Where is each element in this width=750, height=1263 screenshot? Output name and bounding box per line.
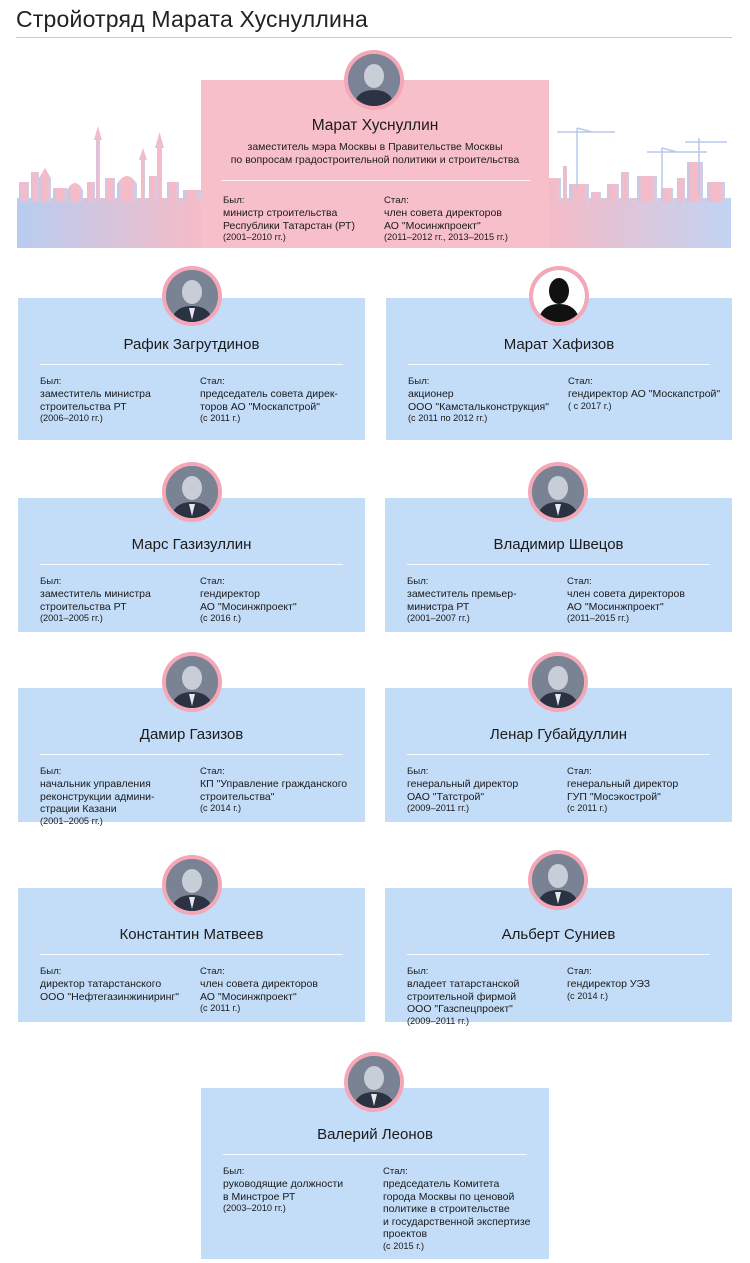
now-text: гендиректор АО "Мосинжпроект" <box>200 588 297 613</box>
was-years: (2001–2010 гг.) <box>223 232 286 242</box>
was-label: Был: <box>40 576 62 587</box>
now-label: Стал: <box>200 376 225 387</box>
now-years: (с 2016 г.) <box>200 613 242 623</box>
was-text: акционер ООО "Камстальконструкция" <box>408 388 549 413</box>
was-text: заместитель министра строительства РТ <box>40 588 151 613</box>
was-text: министр строительства Республики Татарстан (РТ) <box>223 207 355 232</box>
card-divider <box>223 1154 527 1155</box>
now-label: Стал: <box>383 1166 408 1177</box>
card-divider <box>222 180 530 181</box>
person-card <box>201 1088 549 1259</box>
now-column <box>200 966 361 1014</box>
was-years: (2009–2011 гг.) <box>407 803 470 813</box>
now-text: член совета директоров АО "Мосинжпроект" <box>567 588 685 613</box>
avatar <box>162 462 222 522</box>
portrait-photo <box>532 466 584 518</box>
now-column <box>200 576 361 624</box>
role-line: заместитель мэра Москвы в Правительстве Москвы <box>247 141 503 153</box>
was-label: Был: <box>407 766 429 777</box>
silhouette-placeholder-icon <box>533 270 585 322</box>
card-divider <box>408 364 710 365</box>
person-name: Рафик Загрутдинов <box>123 336 260 353</box>
now-column <box>200 766 361 814</box>
was-column <box>223 195 383 243</box>
avatar <box>528 850 588 910</box>
card-divider <box>407 954 710 955</box>
now-label: Стал: <box>200 766 225 777</box>
person-name: Марат Хуснуллин <box>311 117 439 134</box>
now-column <box>567 766 728 814</box>
portrait-photo <box>532 854 584 906</box>
person-name: Дамир Газизов <box>139 726 244 743</box>
now-text: член совета директоров АО "Мосинжпроект" <box>200 978 318 1003</box>
was-column <box>40 376 198 424</box>
was-column <box>407 576 565 624</box>
card-divider <box>40 954 343 955</box>
person-name: Константин Матвеев <box>119 926 264 943</box>
was-label: Был: <box>407 966 429 977</box>
person-name: Марс Газизуллин <box>131 536 252 553</box>
avatar <box>344 50 404 110</box>
was-years: (с 2011 по 2012 гг.) <box>408 413 488 423</box>
was-column <box>40 576 198 624</box>
portrait-photo <box>166 656 218 708</box>
now-column <box>567 576 728 624</box>
person-role <box>201 141 549 167</box>
was-label: Был: <box>40 766 62 777</box>
now-text: председатель совета дирек- торов АО "Москапстрой" <box>200 388 338 413</box>
was-label: Был: <box>223 1166 245 1177</box>
now-years: ( с 2017 г.) <box>568 400 612 411</box>
was-years: (2009–2011 гг.) <box>407 1015 470 1026</box>
card-divider <box>40 754 343 755</box>
now-years: (с 2011 г.) <box>200 413 241 423</box>
portrait-photo <box>348 54 400 106</box>
now-label: Стал: <box>568 376 593 387</box>
was-label: Был: <box>40 966 62 977</box>
was-column <box>408 376 566 424</box>
avatar <box>344 1052 404 1112</box>
now-years: (с 2014 г.) <box>567 990 609 1001</box>
was-years: (2001–2005 гг.) <box>40 815 103 826</box>
person-name: Валерий Леонов <box>317 1126 433 1143</box>
portrait-photo <box>166 270 218 322</box>
person-name: Марат Хафизов <box>503 336 615 353</box>
card-divider <box>407 564 710 565</box>
was-label: Был: <box>40 376 62 387</box>
was-label: Был: <box>407 576 429 587</box>
now-text: КП "Управление гражданского строительства" <box>200 778 348 803</box>
now-column <box>568 376 728 412</box>
now-column <box>383 1166 545 1252</box>
avatar <box>528 462 588 522</box>
role-line: по вопросам градостроительной политики и строительства <box>230 154 520 166</box>
now-label: Стал: <box>567 766 592 777</box>
was-text: начальник управления реконструкции админи- страции Казани <box>40 778 155 815</box>
avatar <box>162 855 222 915</box>
now-column <box>384 195 546 243</box>
was-text: руководящие должности в Минстрое РТ <box>223 1178 344 1203</box>
portrait-photo <box>166 466 218 518</box>
now-label: Стал: <box>200 966 225 977</box>
page-title: Стройотряд Марата Хуснуллина <box>16 6 368 32</box>
now-label: Стал: <box>567 966 592 977</box>
was-column <box>40 966 198 1003</box>
now-label: Стал: <box>567 576 592 587</box>
now-years: (2011–2015 гг.) <box>567 613 630 623</box>
was-text: заместитель премьер- министра РТ <box>407 588 517 613</box>
title-divider <box>16 37 732 38</box>
card-divider <box>407 754 710 755</box>
was-column <box>407 766 565 814</box>
card-divider <box>40 564 343 565</box>
was-label: Был: <box>223 195 245 206</box>
now-text: гендиректор АО "Москапстрой" <box>568 388 721 400</box>
person-name: Ленар Губайдуллин <box>489 726 628 743</box>
now-years: (с 2011 г.) <box>200 1003 241 1013</box>
now-years: (2011–2012 гг., 2013–2015 гг.) <box>384 232 508 242</box>
was-years: (2001–2005 гг.) <box>40 613 103 623</box>
was-column <box>223 1166 381 1214</box>
was-years: (2003–2010 гг.) <box>223 1203 286 1213</box>
avatar <box>162 652 222 712</box>
card-divider <box>40 364 343 365</box>
portrait-photo <box>348 1056 400 1108</box>
was-column <box>40 766 198 827</box>
was-text: заместитель министра строительства РТ <box>40 388 151 413</box>
avatar <box>162 266 222 326</box>
was-text: владеет татарстанской строительной фирмой ООО "Газспецпроект" <box>407 978 520 1015</box>
portrait-photo <box>166 859 218 911</box>
now-column <box>200 376 361 424</box>
now-text: генеральный директор ГУП "Мосэкострой" <box>567 778 679 803</box>
now-label: Стал: <box>200 576 225 587</box>
now-years: (с 2011 г.) <box>567 803 608 813</box>
now-text: член совета директоров АО "Мосинжпроект" <box>384 207 502 232</box>
was-years: (2001–2007 гг.) <box>407 613 470 623</box>
was-column <box>407 966 565 1027</box>
person-name: Владимир Швецов <box>493 536 624 553</box>
was-text: директор татарстанского ООО "Нефтегазинжиниринг" <box>40 978 179 1003</box>
avatar <box>528 652 588 712</box>
now-years: (с 2015 г.) <box>383 1240 425 1251</box>
now-text: гендиректор УЭЗ <box>567 978 651 990</box>
now-text: председатель Комитета города Москвы по ценовой политике в строительстве и государственной экспертизе проектов <box>383 1178 531 1240</box>
avatar <box>529 266 589 326</box>
now-years: (с 2014 г.) <box>200 803 242 813</box>
person-name: Альберт Суниев <box>501 926 616 943</box>
was-years: (2006–2010 гг.) <box>40 413 103 423</box>
was-label: Был: <box>408 376 430 387</box>
now-label: Стал: <box>384 195 409 206</box>
was-text: генеральный директор ОАО "Татстрой" <box>407 778 519 803</box>
now-column <box>567 966 728 1002</box>
portrait-photo <box>532 656 584 708</box>
